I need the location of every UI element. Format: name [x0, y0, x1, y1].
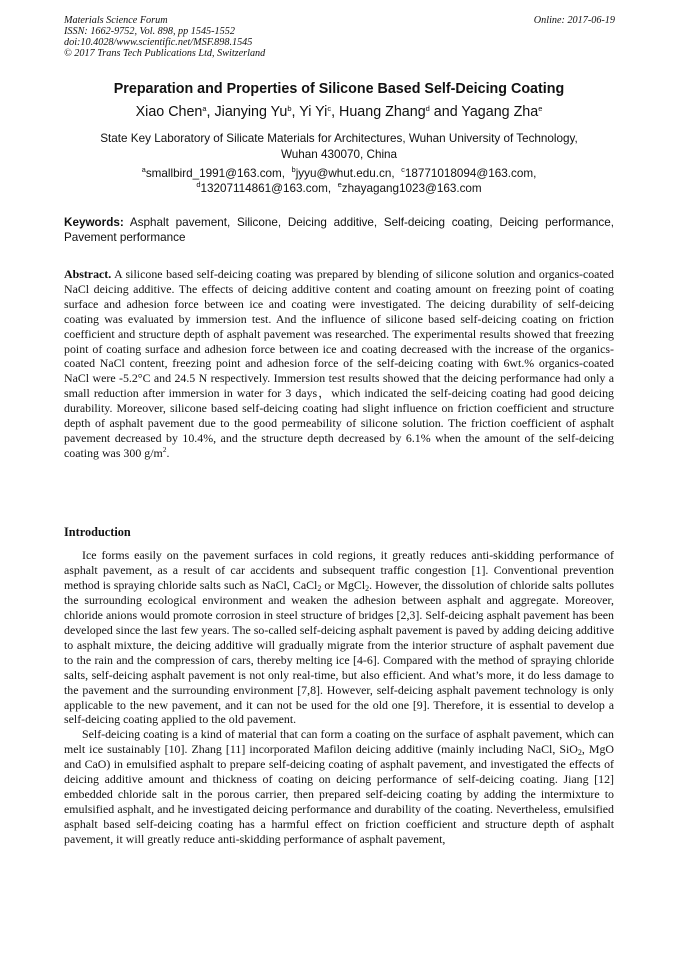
author-separator: , — [331, 104, 340, 120]
email-mark: b — [291, 165, 296, 174]
email-mark: e — [337, 180, 342, 189]
journal-doi: doi:10.4028/www.scientific.net/MSF.898.1545 — [64, 37, 253, 48]
abstract-unit-sup: 2 — [162, 444, 167, 454]
email-address[interactable]: jyyu@whut.edu.cn, — [295, 167, 395, 180]
abstract-label: Abstract. — [64, 267, 112, 281]
author-name: Jianying Yu — [214, 104, 288, 120]
journal-copyright: © 2017 Trans Tech Publications Ltd, Switzerland — [64, 48, 266, 59]
affiliation-line: State Key Laboratory of Silicate Materials for Architectures, Wuhan University of Technology, — [100, 132, 578, 145]
author-name: Xiao Chen — [135, 104, 203, 120]
paragraph — [64, 548, 614, 727]
keywords — [64, 215, 614, 245]
introduction-body — [64, 548, 614, 847]
paragraph-text: Self-deicing coating is a kind of material that can form a coating on the surface of asphalt pavement, which can melt ice sustainably [10]. Zhang [11] incorporated Mafilon deicing additive (mainly including NaCl, SiO — [64, 727, 614, 757]
author-mark: d — [425, 104, 430, 113]
email-mark: c — [401, 165, 405, 174]
paragraph-text: Ice forms easily on the pavement surfaces in cold regions, it greatly reduces anti-skidding performance of asphalt pavement, as a result of car accidents and subsequent traffic congestion [1]. Conventional prevention method is spraying chloride salts such as NaCl, CaCl — [64, 548, 614, 592]
journal-name: Materials Science Forum — [64, 15, 168, 26]
abstract-text: A silicone based self-deicing coating was prepared by blending of silicone solution and organics-coated NaCl deicing additive. The effects of deicing additive content and coating amount on freezing point of coating surface and adhesion force between ice and coating were investigated. The deicing durability of self-deicing coating was evaluated by immersion test. And the influence of silicone based self-deicing coating on friction coefficient and structure depth of asphalt pavement was researched. The experimental results showed that freezing point of coating surface and adhesion force between ice and coating decreased with the increase of the organics-coated NaCl content, freezing point and adhesion force of the self-deicing coating with 6wt.% organics-coated NaCl were -5.2°C and 24.5 N respectively. Immersion test results showed that the deicing performance had only a small reduction after immersion in water for 3 days，which indicated the self-deicing coating had good deicing durability. Moreover, silicone based self-deicing coating had slight influence on friction coefficient and structure depth of asphalt pavement due to the good permeability of silicone solution. The friction coefficient of asphalt pavement decreased by 10.4%, and the structure depth decreased by 6.1% when the amount of the self-deicing coating was 300 g/m — [64, 267, 614, 460]
paragraph-text: or MgCl — [321, 577, 366, 592]
affiliation — [64, 131, 614, 163]
author-mark: b — [287, 104, 292, 113]
author-mark: e — [538, 104, 543, 113]
email-mark: a — [141, 165, 146, 174]
author-name: Huang Zhang — [339, 104, 426, 120]
keywords-label: Keywords: — [64, 216, 124, 229]
abstract — [64, 267, 614, 461]
paragraph — [64, 727, 614, 847]
online-date: Online: 2017-06-19 — [533, 15, 615, 26]
keywords-text: Asphalt pavement, Silicone, Deicing additive, Self-deicing coating, Deicing performance, Pavement performance — [64, 216, 614, 244]
author-list — [40, 104, 638, 120]
subscript: 2 — [577, 748, 582, 758]
affiliation-line: Wuhan 430070, China — [280, 148, 398, 161]
email-mark: d — [196, 180, 201, 189]
author-mark: c — [327, 104, 332, 113]
email-list — [64, 166, 614, 196]
email-address[interactable]: smallbird_1991@163.com, — [145, 167, 286, 180]
abstract-end: . — [166, 445, 170, 460]
journal-header — [64, 15, 265, 59]
email-address[interactable]: zhayagang1023@163.com — [341, 182, 482, 195]
paragraph-text: , MgO and CaO) in emulsified asphalt to prepare self-deicing coating of asphalt pavement, and investigated the effects of deicing additive amount and thickness of coating on deicing performance of self-deicing coating. Jiang [12] embedded chloride salt in the porous carrier, then prepared self-deicing coating by adding the intermixture to emulsified asphalt, and he investigated deicing performance and durability of the coating. Nevertheless, emulsified asphalt based self-deicing coating has a harmful effect on friction coefficient and structure depth of asphalt pavement, it will greatly reduce anti-skidding performance of asphalt pavement, — [64, 742, 614, 847]
author-mark: a — [202, 104, 207, 113]
author-and: and — [429, 104, 462, 120]
subscript: 2 — [365, 583, 370, 593]
author-name: Yi Yi — [299, 104, 328, 120]
email-address[interactable]: 18771018094@163.com, — [404, 167, 537, 180]
subscript: 2 — [317, 583, 322, 593]
section-heading-introduction: Introduction — [64, 525, 131, 539]
paragraph-text: . However, the dissolution of chloride salts pollutes the surrounding ecological environment and weaken the adhesion between asphalt and aggregate. Moreover, chloride anions would promote corrosion in steel structure of bridges [2,3]. Self-deicing asphalt pavement has been developed since the last few years. The so-called self-deicing asphalt pavement is paved by adding deicing additive to asphalt mixture, the deicing additive will gradually migrate from the interior structure of asphalt pavement due to the rain and the compression of cars, thereby melting ice [4-6]. Compared with the method of spraying chloride salts, self-deicing asphalt pavement is not only real-time, but also efficient. And what’s more, it do less damage to the pavement and the surrounding environment [7,8]. However, self-deicing asphalt pavement technology is only applicable to the new pavement, and it can not be used for the old one [9]. Therefore, it is essential to develop a self-deicing coating applied to the old pavement. — [64, 577, 614, 727]
journal-issn: ISSN: 1662-9752, Vol. 898, pp 1545-1552 — [64, 26, 235, 37]
author-name: Yagang Zha — [461, 104, 539, 120]
email-address[interactable]: 13207114861@163.com, — [200, 182, 332, 195]
paper-title: Preparation and Properties of Silicone Based Self-Deicing Coating — [113, 81, 565, 97]
author-separator: , — [206, 104, 215, 120]
author-separator: , — [291, 104, 300, 120]
